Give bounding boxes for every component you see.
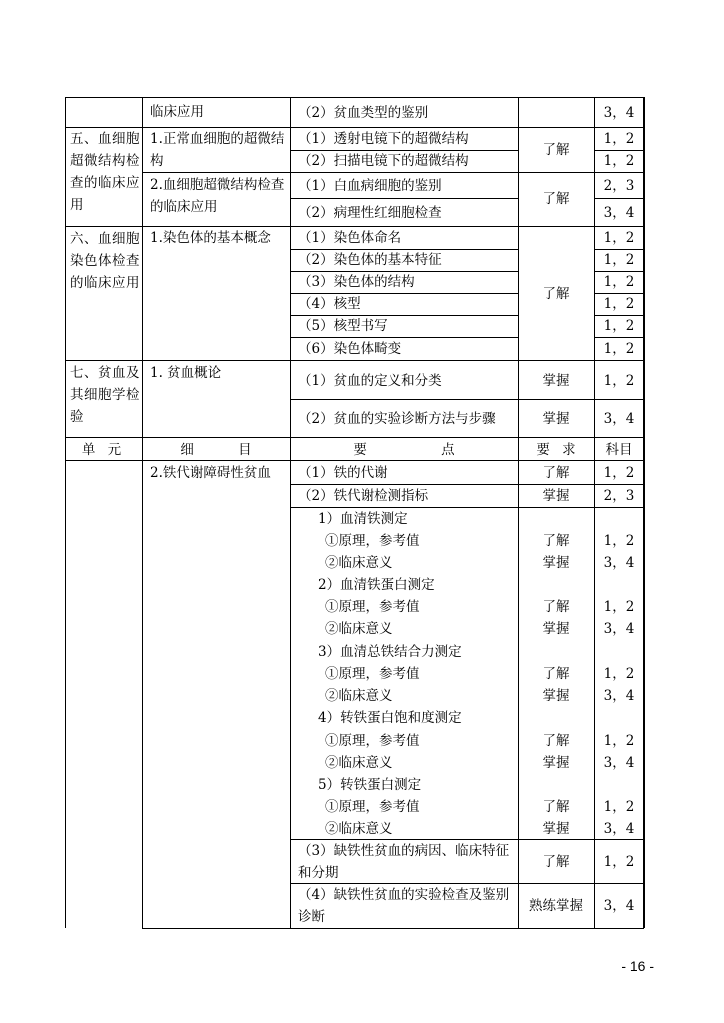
sub-item-title: 3）血清总铁结合力测定 [318, 644, 462, 660]
requirement-cell: 掌握 [542, 755, 570, 771]
subject-cell: 1，2 [603, 318, 635, 334]
rule [594, 315, 644, 316]
sub-item-line: ①原理，参考值 [325, 733, 420, 749]
rule [290, 198, 518, 199]
rule [290, 315, 518, 316]
rule [290, 249, 518, 250]
point-cell: （2）扫描电镜下的超微结构 [298, 153, 469, 169]
point-cell: （1）铁的代谢 [298, 465, 388, 481]
point-cell: （2）贫血类型的鉴别 [298, 105, 429, 121]
subject-cell: 1，2 [603, 274, 635, 290]
sub-item-line: ②临床意义 [325, 821, 393, 837]
subject-cell: 3，4 [603, 411, 635, 427]
requirement-cell: 了解 [542, 142, 570, 158]
requirement-cell: 掌握 [542, 688, 570, 704]
point-cell: （4）缺铁性贫血的实验检查及鉴别诊断 [298, 887, 510, 925]
rule [594, 150, 644, 151]
rule [594, 337, 644, 338]
point-cell: （6）染色体畸变 [298, 341, 402, 357]
sub-item-line: ②临床意义 [325, 621, 393, 637]
subject-cell: 3，4 [603, 105, 635, 121]
header-detail: 细 目 [180, 442, 252, 458]
point-cell: （5）核型书写 [298, 318, 388, 334]
requirement-cell: 了解 [542, 666, 570, 682]
subject-cell: 3，4 [603, 755, 635, 771]
subject-cell: 1，2 [603, 533, 635, 549]
subject-cell: 1，2 [603, 131, 635, 147]
point-cell: （2）染色体的基本特征 [298, 252, 442, 268]
unit-cell: 五、血细胞超微结构检查的临床应用 [70, 131, 140, 213]
rule [290, 507, 644, 508]
point-cell: （1）白血病细胞的鉴别 [298, 178, 442, 194]
rule [594, 293, 644, 294]
sub-item-line: ②临床意义 [325, 755, 393, 771]
rule [142, 97, 143, 928]
subject-cell: 1，2 [603, 465, 635, 481]
point-cell: （2）贫血的实验诊断方法与步骤 [298, 411, 496, 427]
header-subject: 科目 [605, 442, 633, 458]
point-cell: （4）核型 [298, 296, 361, 312]
sub-item-title: 1）血清铁测定 [318, 511, 408, 527]
subject-cell: 3，4 [603, 555, 635, 571]
subject-cell: 2，3 [603, 488, 635, 504]
detail-cell: 临床应用 [150, 104, 204, 120]
rule [290, 484, 644, 485]
rule [290, 399, 644, 400]
requirement-cell: 掌握 [542, 821, 570, 837]
requirement-cell: 了解 [542, 854, 570, 870]
subject-cell: 2，3 [603, 178, 635, 194]
rule [290, 97, 291, 928]
sub-item-line: ②临床意义 [325, 688, 393, 704]
requirement-cell: 了解 [542, 599, 570, 615]
sub-item-title: 2）血清铁蛋白测定 [318, 577, 435, 593]
sub-item-title: 4）转铁蛋白饱和度测定 [318, 710, 462, 726]
subject-cell: 3，4 [603, 688, 635, 704]
requirement-cell: 了解 [542, 286, 570, 302]
requirement-cell: 了解 [542, 533, 570, 549]
point-cell: （1）透射电镜下的超微结构 [298, 131, 469, 147]
point-cell: （3）染色体的结构 [298, 274, 415, 290]
subject-cell: 1，2 [603, 799, 635, 815]
subject-cell: 1，2 [603, 373, 635, 389]
subject-cell: 1，2 [603, 341, 635, 357]
sub-item-line: ①原理，参考值 [325, 533, 420, 549]
subject-cell: 1，2 [603, 252, 635, 268]
point-cell: （2）病理性红细胞检查 [298, 205, 442, 221]
requirement-cell: 了解 [542, 733, 570, 749]
subject-cell: 1，2 [603, 733, 635, 749]
sub-item-line: ②临床意义 [325, 555, 393, 571]
sub-item-line: ①原理，参考值 [325, 599, 420, 615]
rule [65, 97, 66, 928]
rule [142, 172, 644, 173]
point-cell: （2）铁代谢检测指标 [298, 488, 429, 504]
rule [65, 437, 644, 438]
sub-item-line: ①原理，参考值 [325, 799, 420, 815]
subject-cell: 1，2 [603, 153, 635, 169]
header-requirement: 要 求 [536, 442, 576, 458]
subject-cell: 1，2 [603, 230, 635, 246]
subject-cell: 3，4 [603, 898, 635, 914]
requirement-cell: 掌握 [542, 555, 570, 571]
requirement-cell: 掌握 [542, 411, 570, 427]
point-cell: （1）染色体命名 [298, 230, 402, 246]
rule [65, 226, 644, 227]
rule [65, 97, 644, 98]
rule [594, 198, 644, 199]
rule [290, 271, 518, 272]
sub-item-line: ①原理，参考值 [325, 666, 420, 682]
requirement-cell: 熟练掌握 [529, 898, 583, 914]
rule [142, 928, 644, 929]
subject-cell: 1，2 [603, 666, 635, 682]
subject-cell: 1，2 [603, 296, 635, 312]
subject-cell: 3，4 [603, 205, 635, 221]
requirement-cell: 掌握 [542, 621, 570, 637]
unit-cell: 六、血细胞染色体检查的临床应用 [70, 231, 140, 291]
rule [290, 150, 518, 151]
point-cell: （3）缺铁性贫血的病因、临床特征和分期 [298, 843, 510, 881]
detail-cell: 1. 贫血概论 [150, 365, 222, 381]
unit-cell: 七、贫血及其细胞学检验 [70, 365, 140, 425]
detail-cell: 1.染色体的基本概念 [150, 230, 271, 246]
subject-cell: 3，4 [603, 821, 635, 837]
rule [65, 360, 644, 361]
requirement-cell: 了解 [542, 465, 570, 481]
sub-item-title: 5）转铁蛋白测定 [318, 777, 422, 793]
rule [290, 337, 518, 338]
rule [594, 271, 644, 272]
requirement-cell: 了解 [542, 799, 570, 815]
page-number: - 16 - [621, 958, 654, 974]
point-cell: （1）贫血的定义和分类 [298, 373, 442, 389]
header-points: 要 点 [353, 442, 455, 458]
header-unit: 单 元 [81, 442, 126, 458]
rule [594, 249, 644, 250]
detail-cell: 1.正常血细胞的超微结构 [150, 131, 285, 169]
requirement-cell: 掌握 [542, 373, 570, 389]
requirement-cell: 掌握 [542, 488, 570, 504]
detail-cell: 2.铁代谢障碍性贫血 [150, 465, 271, 481]
rule [65, 460, 644, 461]
subject-cell: 3，4 [603, 621, 635, 637]
detail-cell: 2.血细胞超微结构检查的临床应用 [150, 177, 285, 215]
subject-cell: 1，2 [603, 854, 635, 870]
requirement-cell: 了解 [542, 191, 570, 207]
subject-cell: 1，2 [603, 599, 635, 615]
rule [290, 293, 518, 294]
